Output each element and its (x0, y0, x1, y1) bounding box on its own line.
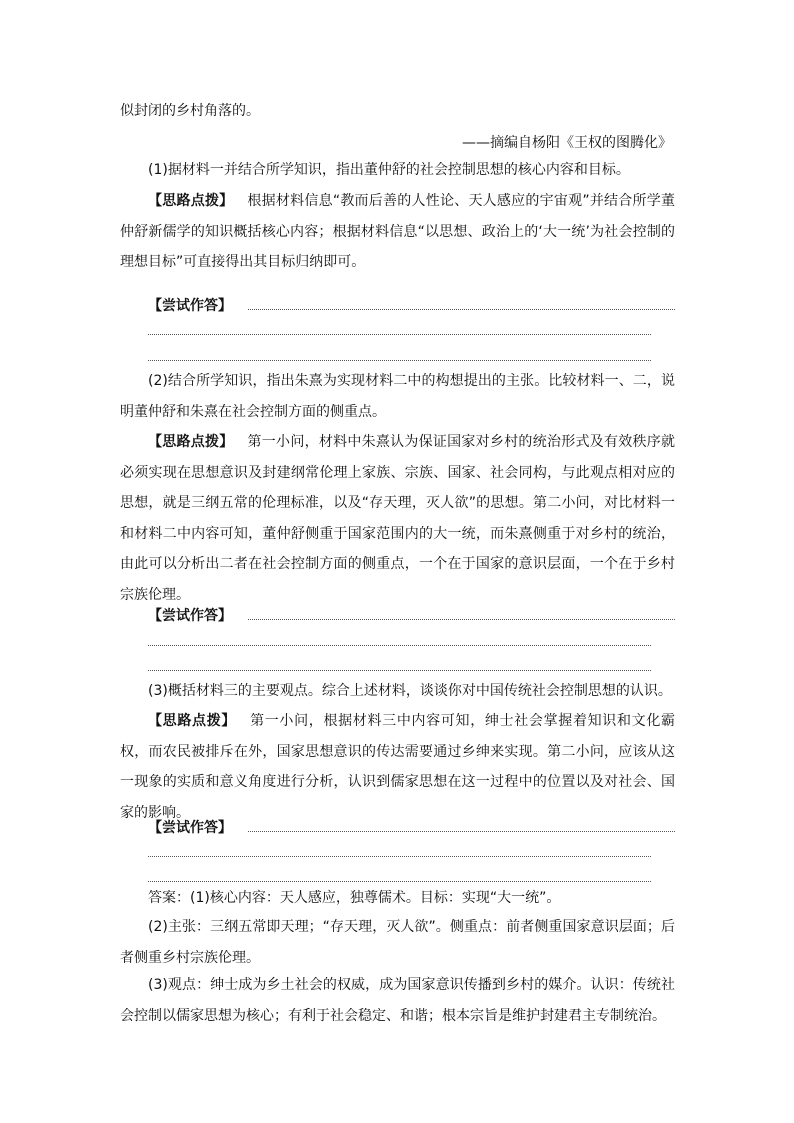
answer-blank-line[interactable] (148, 645, 651, 646)
hint-1-label: 【思路点拨】 (148, 193, 234, 209)
hint-3-text: 第一小问，根据材料三中内容可知，绅士社会掌握着知识和文化霸权，而农民被排斥在外，国家思想意识的传达需要通过乡绅来实现。第二小问，应该从这一现象的实质和意义角度进行分析，认识到儒家思想在这一过程中的位置以及对社会、国家的影响。 (120, 713, 676, 821)
question-2: (2)结合所学知识，指出朱熹为实现材料二中的构想提出的主张。比较材料一、二，说明董仲舒和朱熹在社会控制方面的侧重点。 (120, 373, 675, 420)
hint-3-label: 【思路点拨】 (148, 713, 237, 729)
answer-blank-line[interactable] (248, 831, 675, 832)
try-answer-2 (148, 606, 675, 626)
answer-blank-line[interactable] (148, 334, 651, 335)
answer-blank-line[interactable] (248, 309, 675, 310)
answer-part-3: (3)观点：绅士成为乡土社会的权威，成为国家意识传播到乡村的媒介。认识：传统社会控制以儒家思想为核心；有利于社会稳定、和谐；根本宗旨是维护封建君主专制统治。 (120, 977, 675, 1024)
answer-blank-line[interactable] (148, 360, 651, 361)
hint-1-text: 根据材料信息“教而后善的人性论、天人感应的宇宙观”并结合所学董仲舒新儒学的知识概括核心内容；根据材料信息“以思想、政治上的‘大一统’为社会控制的理想目标”可直接得出其目标归纳即可。 (120, 193, 675, 270)
answer-blank-line[interactable] (148, 856, 651, 857)
answer-blank-line[interactable] (148, 670, 651, 671)
opening-line: 似封闭的乡村角落的。 (120, 103, 260, 119)
hint-1 (120, 186, 675, 278)
hint-2-label: 【思路点拨】 (148, 434, 234, 450)
answer-blank-line[interactable] (248, 619, 675, 620)
try-answer-3-label: 【尝试作答】 (148, 820, 232, 836)
try-answer-2-label: 【尝试作答】 (148, 608, 232, 624)
answer-blank-line[interactable] (148, 881, 651, 882)
try-answer-1 (148, 296, 675, 316)
answer-part-1: 答案：(1)核心内容：天人感应，独尊儒术。目标：实现“大一统”。 (148, 890, 561, 906)
hint-2 (120, 427, 675, 610)
question-1: (1)据材料一并结合所学知识，指出董仲舒的社会控制思想的核心内容和目标。 (148, 162, 630, 178)
question-3: (3)概括材料三的主要观点。综合上述材料，谈谈你对中国传统社会控制思想的认识。 (148, 683, 672, 699)
answer-part-2: (2)主张：三纲五常即天理；“存天理，灭人欲”。侧重点：前者侧重国家意识层面；后者侧重乡村宗族伦理。 (120, 919, 675, 966)
hint-2-text: 第一小问，材料中朱熹认为保证国家对乡村的统治形式及有效秩序就必须实现在思想意识及封建纲常伦理上家族、宗族、国家、社会同构，与此观点相对应的思想，就是三纲五常的伦理标准，以及“存天理，灭人欲”的思想。第二小问，对比材料一和材料二中内容可知，董仲舒侧重于国家范围内的大一统，而朱熹侧重于对乡村的统治，由此可以分析出二者在社会控制方面的侧重点，一个在于国家的意识层面，一个在于乡村宗族伦理。 (120, 434, 676, 603)
source-citation: ——摘编自杨阳《王权的图腾化》 (462, 135, 672, 151)
try-answer-3 (148, 818, 675, 838)
try-answer-1-label: 【尝试作答】 (148, 298, 232, 314)
hint-3 (120, 706, 675, 828)
